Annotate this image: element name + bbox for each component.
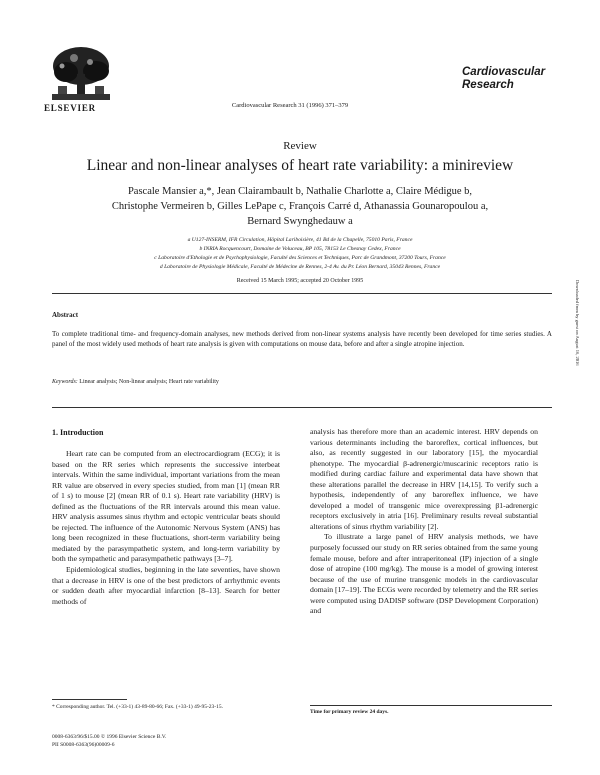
author-line: Christophe Vermeiren b, Gilles LePape c, François Carré d, Athanassia Gounaropoulou a, bbox=[111, 201, 489, 212]
author-line: Bernard Swynghedauw a bbox=[247, 216, 353, 227]
right-column bbox=[310, 427, 538, 617]
abstract-heading: Abstract bbox=[52, 311, 79, 319]
keywords-list: Linear analysis; Non-linear analysis; Heart rate variability bbox=[79, 379, 219, 385]
affiliation: a U127-INSERM, IFR Circulation, Hôpital Lariboisière, 41 Bd de la Chapelle, 75010 Paris, France bbox=[187, 237, 413, 243]
paragraph: Heart rate can be computed from an electrocardiogram (ECG); it is based on the RR series which represents the successive interbeat intervals. Within the same individual, important variations from the mean RR value are observed in every species studied, from man [1] (mean RR of 1 s) to mouse [2] (mean RR of 0.1 s). Heart rate variability (HRV) is defined as the fluctuations of the RR intervals around this mean value. HRV analysis assumes sinus rhythm and ectopic ventricular beats should be rejected. The influence of the Autonomic Nervous System (ANS) has long been recognized in these fluctuations, short-term variability being mediated by the parasympathetic system, and long-term variability by both the sympathetic and parasympathetic pathways [3–7]. bbox=[52, 449, 280, 564]
pii-line: PII S0008-6363(96)00009-6 bbox=[52, 742, 115, 748]
author-line: Pascale Mansier a,*, Jean Clairambault b, Nathalie Charlotte a, Claire Médigue b, bbox=[127, 186, 473, 197]
affiliation: b INRIA Rocquencourt, Domaine de Voluceau, BP 105, 78153 Le Chesnay Cedex, France bbox=[199, 246, 401, 252]
left-column bbox=[52, 449, 280, 607]
article-title: Linear and non-linear analyses of heart rate variability: a minireview bbox=[86, 157, 514, 174]
abstract-text: To complete traditional time- and frequency-domain analyses, new methods derived from non-linear systems analysis have recently been developed for time series studies. A panel of the most widely used methods of heart rate analysis is given with computations on mouse data, before and after a single atropine injection. bbox=[52, 330, 552, 348]
journal-name-line-2: Research bbox=[462, 79, 514, 91]
divider bbox=[52, 407, 552, 408]
author-list bbox=[62, 184, 538, 229]
download-stamp-text: Downloaded from by guest on August 16, 2016 bbox=[575, 280, 580, 366]
section-label: Review bbox=[283, 140, 317, 152]
affiliations bbox=[90, 236, 510, 272]
publisher-name: ELSEVIER bbox=[44, 103, 96, 113]
affiliation: c Laboratoire d'Ethologie et de Psychophysiologie, Faculté des Sciences et Techniques, Parc de Grandmont, 37200 Tours, France bbox=[154, 255, 446, 261]
journal-name-line-1: Cardiovascular bbox=[462, 66, 546, 78]
paragraph: analysis has therefore more than an academic interest. HRV depends on various determinants including the baroreflex, cortical influences, but also, as recently suggested in our laboratory [15], the myocardial phenotype. The myocardial β-adrenergic/muscarinic receptors ratio is modified during cardiac failure and experimental data have shown that these alterations parallel the decrease in HRV [14,15]. To verify such a hypothesis, independently of any baroreflex influence, we have developed a model of transgenic mice overexpressing β1-adrenergic receptors exclusively in atria [16]. Preliminary results reveal substantial alterations of sinus rhythm variability [2]. bbox=[310, 427, 538, 531]
paragraph: To illustrate a large panel of HRV analysis methods, we have purposely focussed our study on RR series obtained from the same young female mouse, before and after intraperitoneal (IP) injection of a single dose of atropine (100 mg/kg). The mouse is a model of growing interest because of the use of murine transgenic models in the cardiovascular domain [17–19]. The ECGs were recorded by telemetry and the RR series were computed using DADISP software (DSP Development Corporation) and bbox=[310, 532, 538, 616]
paragraph: Epidemiological studies, beginning in the late seventies, have shown that a decrease in HRV is one of the best predictors of arrhythmic events or sudden death after myocardial infarction [8–13]. Search for better methods of bbox=[52, 565, 280, 606]
journal-name bbox=[462, 66, 572, 92]
journal-reference: Cardiovascular Research 31 (1996) 371–379 bbox=[231, 102, 349, 109]
copyright-line: 0008-6363/96/$15.00 © 1996 Elsevier Science B.V. bbox=[52, 734, 167, 740]
received-dates: Received 15 March 1995; accepted 20 October 1995 bbox=[236, 278, 364, 284]
copyright bbox=[52, 733, 292, 749]
affiliation: d Laboratoire de Physiologie Médicale, Faculté de Médecine de Rennes, 2-4 Av. du Pr. Léon Bernard, 35043 Rennes, France bbox=[159, 264, 441, 270]
download-stamp bbox=[571, 280, 581, 430]
section-heading: 1. Introduction bbox=[52, 428, 104, 437]
footnote-divider bbox=[52, 699, 127, 700]
keywords-label: Keywords: bbox=[52, 379, 78, 385]
primary-review-note: Time for primary review 24 days. bbox=[310, 709, 389, 715]
footnote-divider bbox=[310, 705, 552, 706]
divider bbox=[52, 293, 552, 294]
elsevier-tree-icon bbox=[48, 44, 114, 104]
keywords bbox=[52, 379, 552, 385]
footnote: * Corresponding author. Tel. (+33-1) 43-89-80-66; Fax. (+33-1) 49-95-23-15. bbox=[52, 704, 223, 710]
